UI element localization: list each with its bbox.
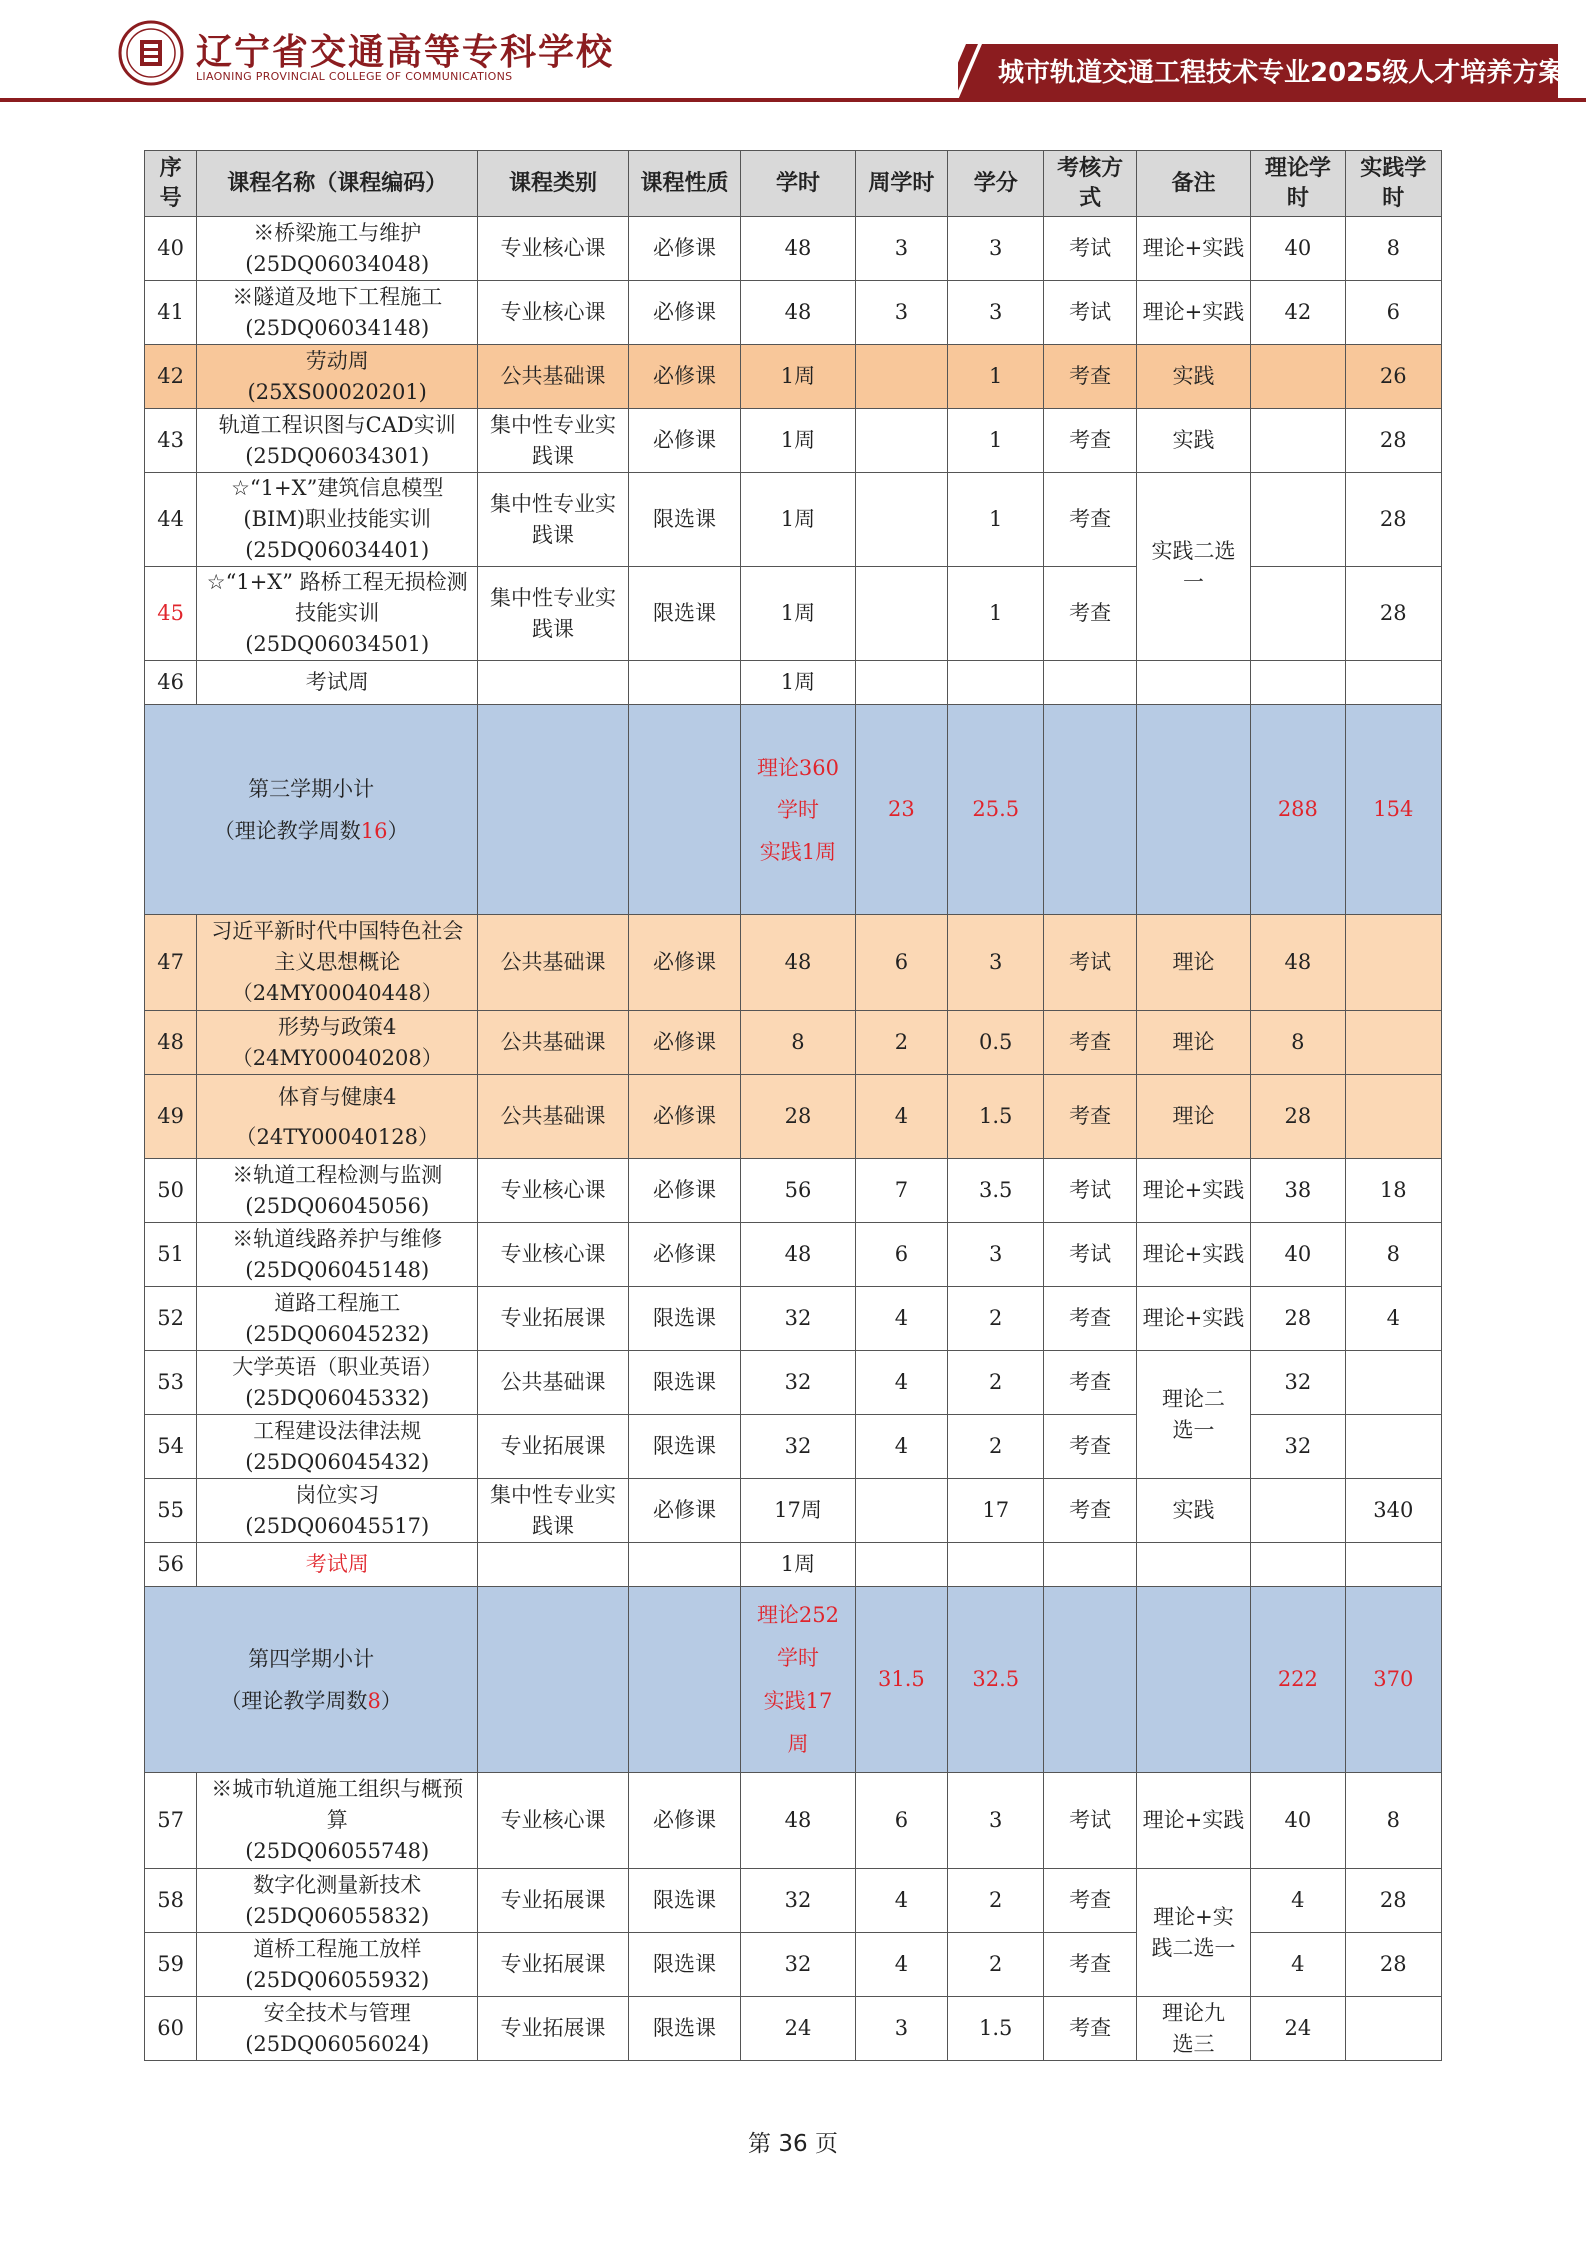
practice-hours: 4 [1345, 1287, 1441, 1351]
course-category: 专业拓展课 [478, 1287, 629, 1351]
course-category: 集中性专业实践课 [478, 1479, 629, 1543]
course-name: 道路工程施工 (25DQ06045232) [197, 1287, 478, 1351]
course-nature: 限选课 [628, 567, 740, 661]
course-hours: 56 [741, 1159, 855, 1223]
remark: 实践二选一 [1136, 473, 1250, 661]
practice-hours: 8 [1345, 1773, 1441, 1869]
weekly-hours: 3 [855, 217, 947, 281]
exam-type: 考试 [1044, 1223, 1136, 1287]
course-hours: 48 [741, 1773, 855, 1869]
row-number: 51 [145, 1223, 197, 1287]
practice-hours: 6 [1345, 281, 1441, 345]
remark: 理论九选三 [1136, 1997, 1250, 2061]
theory-hours [1251, 1479, 1345, 1543]
col-header: 考核方式 [1044, 151, 1136, 217]
weekly-hours: 4 [855, 1933, 947, 1997]
course-nature: 限选课 [628, 1287, 740, 1351]
theory-hours: 4 [1251, 1869, 1345, 1933]
row-number: 44 [145, 473, 197, 567]
credits: 1 [948, 473, 1044, 567]
credits: 3 [948, 1773, 1044, 1869]
subtotal-practice: 154 [1345, 705, 1441, 915]
row-number: 40 [145, 217, 197, 281]
col-header: 理论学时 [1251, 151, 1345, 217]
document-title: 城市轨道交通工程技术专业2025级人才培养方案 [998, 58, 1565, 88]
exam-type: 考查 [1044, 473, 1136, 567]
exam-type: 考查 [1044, 567, 1136, 661]
course-name: ☆“1+X” 路桥工程无损检测技能实训 (25DQ06034501) [197, 567, 478, 661]
practice-hours [1345, 1075, 1441, 1159]
remark: 理论+实践 [1136, 217, 1250, 281]
table-row [145, 1011, 1442, 1075]
course-name: 形势与政策4 （24MY00040208） [197, 1011, 478, 1075]
exam-type: 考查 [1044, 1011, 1136, 1075]
table-row [145, 1479, 1442, 1543]
table-row [145, 915, 1442, 1011]
practice-hours [1345, 1011, 1441, 1075]
theory-hours: 4 [1251, 1933, 1345, 1997]
credits: 0.5 [948, 1011, 1044, 1075]
course-name: 大学英语（职业英语） (25DQ06045332) [197, 1351, 478, 1415]
row-number: 45 [145, 567, 197, 661]
weekly-hours: 7 [855, 1159, 947, 1223]
page-prefix: 第 [748, 2131, 779, 2157]
remark: 理论+实践 [1136, 1773, 1250, 1869]
exam-type: 考试 [1044, 1159, 1136, 1223]
course-name: 安全技术与管理 (25DQ06056024) [197, 1997, 478, 2061]
exam-type: 考查 [1044, 1351, 1136, 1415]
col-header: 实践学时 [1345, 151, 1441, 217]
practice-hours [1345, 1997, 1441, 2061]
col-header: 课程类别 [478, 151, 629, 217]
practice-hours [1345, 915, 1441, 1011]
school-seal-icon [118, 20, 184, 86]
weekly-hours [855, 1479, 947, 1543]
subtotal-weekly-hours: 23 [855, 705, 947, 915]
course-hours: 48 [741, 281, 855, 345]
practice-hours: 340 [1345, 1479, 1441, 1543]
semester-subtotal-row [145, 1587, 1442, 1773]
course-category: 集中性专业实践课 [478, 473, 629, 567]
course-name: 习近平新时代中国特色社会主义思想概论 （24MY00040448） [197, 915, 478, 1011]
table-row [145, 217, 1442, 281]
course-nature: 限选课 [628, 1351, 740, 1415]
table-row [145, 661, 1442, 705]
school-name: 辽宁省交通高等专科学校 [196, 31, 615, 73]
course-category: 集中性专业实践课 [478, 567, 629, 661]
course-name: ※城市轨道施工组织与概预算 (25DQ06055748) [197, 1773, 478, 1869]
course-nature: 必修课 [628, 1075, 740, 1159]
header-divider [0, 98, 1586, 102]
remark: 理论 [1136, 915, 1250, 1011]
row-number: 59 [145, 1933, 197, 1997]
course-category: 公共基础课 [478, 1011, 629, 1075]
weekly-hours: 6 [855, 915, 947, 1011]
table-row [145, 345, 1442, 409]
course-name: 工程建设法律法规 (25DQ06045432) [197, 1415, 478, 1479]
exam-type: 考查 [1044, 409, 1136, 473]
credits: 1 [948, 345, 1044, 409]
course-nature: 限选课 [628, 1997, 740, 2061]
theory-hours: 42 [1251, 281, 1345, 345]
row-number: 48 [145, 1011, 197, 1075]
table-row [145, 281, 1442, 345]
exam-type: 考查 [1044, 345, 1136, 409]
table-row [145, 1543, 1442, 1587]
course-nature: 必修课 [628, 217, 740, 281]
semester-subtotal-row [145, 705, 1442, 915]
weekly-hours: 4 [855, 1415, 947, 1479]
practice-hours [1345, 1415, 1441, 1479]
theory-hours [1251, 345, 1345, 409]
subtotal-label: 第三学期小计 （理论教学周数16） [145, 705, 478, 915]
theory-hours: 48 [1251, 915, 1345, 1011]
remark: 理论+实践 [1136, 1159, 1250, 1223]
page-number: 36 [778, 2131, 808, 2157]
row-number: 58 [145, 1869, 197, 1933]
course-nature: 必修课 [628, 1479, 740, 1543]
theory-hours: 40 [1251, 1223, 1345, 1287]
course-hours: 24 [741, 1997, 855, 2061]
course-category: 专业核心课 [478, 1773, 629, 1869]
remark: 实践 [1136, 1479, 1250, 1543]
exam-type: 考查 [1044, 1869, 1136, 1933]
course-category: 公共基础课 [478, 345, 629, 409]
course-hours: 1周 [741, 567, 855, 661]
exam-type: 考试 [1044, 217, 1136, 281]
course-hours: 32 [741, 1351, 855, 1415]
course-nature: 必修课 [628, 345, 740, 409]
course-category: 专业拓展课 [478, 1933, 629, 1997]
course-category: 专业核心课 [478, 281, 629, 345]
row-number: 50 [145, 1159, 197, 1223]
weekly-hours: 3 [855, 1997, 947, 2061]
theory-hours: 28 [1251, 1075, 1345, 1159]
course-hours: 48 [741, 1223, 855, 1287]
col-header: 学分 [948, 151, 1044, 217]
col-header: 序号 [145, 151, 197, 217]
col-header: 周学时 [855, 151, 947, 217]
exam-type: 考查 [1044, 1997, 1136, 2061]
remark: 理论+实践 [1136, 1223, 1250, 1287]
course-hours: 32 [741, 1415, 855, 1479]
theory-hours: 8 [1251, 1011, 1345, 1075]
table-row [145, 1223, 1442, 1287]
subtotal-hours: 理论360 学时 实践1周 [741, 705, 855, 915]
practice-hours: 28 [1345, 409, 1441, 473]
theory-hours: 40 [1251, 217, 1345, 281]
course-nature: 必修课 [628, 409, 740, 473]
course-nature: 必修课 [628, 1223, 740, 1287]
practice-hours: 28 [1345, 1869, 1441, 1933]
weekly-hours: 4 [855, 1869, 947, 1933]
course-name: 考试周 [197, 661, 478, 705]
course-name: 岗位实习 (25DQ06045517) [197, 1479, 478, 1543]
practice-hours [1345, 1351, 1441, 1415]
course-hours: 48 [741, 217, 855, 281]
theory-hours: 24 [1251, 1997, 1345, 2061]
theory-hours [1251, 409, 1345, 473]
table-header-row [145, 151, 1442, 217]
row-number: 60 [145, 1997, 197, 2061]
weekly-hours [855, 567, 947, 661]
row-number: 57 [145, 1773, 197, 1869]
row-number: 43 [145, 409, 197, 473]
subtotal-credits: 25.5 [948, 705, 1044, 915]
practice-hours: 8 [1345, 217, 1441, 281]
exam-type: 考查 [1044, 1287, 1136, 1351]
weekly-hours [855, 345, 947, 409]
row-number: 53 [145, 1351, 197, 1415]
subtotal-credits: 32.5 [948, 1587, 1044, 1773]
course-hours: 1周 [741, 473, 855, 567]
subtotal-theory: 288 [1251, 705, 1345, 915]
course-hours: 48 [741, 915, 855, 1011]
course-name: 体育与健康4 （24TY00040128） [197, 1075, 478, 1159]
credits: 2 [948, 1287, 1044, 1351]
theory-hours [1251, 567, 1345, 661]
course-category: 专业核心课 [478, 1223, 629, 1287]
table-row [145, 1287, 1442, 1351]
course-hours: 1周 [741, 1543, 855, 1587]
school-name-en: LIAONING PROVINCIAL COLLEGE OF COMMUNICATIONS [196, 70, 513, 83]
course-hours: 32 [741, 1287, 855, 1351]
theory-hours: 28 [1251, 1287, 1345, 1351]
course-nature: 必修课 [628, 281, 740, 345]
page-header [0, 0, 1586, 104]
credits: 2 [948, 1869, 1044, 1933]
course-name: ※轨道线路养护与维修 (25DQ06045148) [197, 1223, 478, 1287]
weekly-hours [855, 409, 947, 473]
weekly-hours: 4 [855, 1075, 947, 1159]
course-nature: 必修课 [628, 915, 740, 1011]
weekly-hours: 2 [855, 1011, 947, 1075]
table-row [145, 1773, 1442, 1869]
course-name: ※轨道工程检测与监测 (25DQ06045056) [197, 1159, 478, 1223]
theory-hours: 32 [1251, 1351, 1345, 1415]
practice-hours: 28 [1345, 473, 1441, 567]
row-number: 55 [145, 1479, 197, 1543]
theory-hours: 40 [1251, 1773, 1345, 1869]
course-name: 劳动周 (25XS00020201) [197, 345, 478, 409]
credits: 1.5 [948, 1997, 1044, 2061]
course-table [144, 150, 1442, 2061]
subtotal-label: 第四学期小计 （理论教学周数8） [145, 1587, 478, 1773]
course-name: ※隧道及地下工程施工 (25DQ06034148) [197, 281, 478, 345]
weekly-hours: 3 [855, 281, 947, 345]
col-header: 备注 [1136, 151, 1250, 217]
weekly-hours: 4 [855, 1287, 947, 1351]
exam-type: 考试 [1044, 1773, 1136, 1869]
table-row [145, 473, 1442, 567]
credits: 3 [948, 217, 1044, 281]
course-category: 专业核心课 [478, 1159, 629, 1223]
remark: 实践 [1136, 345, 1250, 409]
credits: 3 [948, 281, 1044, 345]
row-number: 52 [145, 1287, 197, 1351]
practice-hours: 18 [1345, 1159, 1441, 1223]
exam-type: 考试 [1044, 915, 1136, 1011]
credits: 2 [948, 1351, 1044, 1415]
course-hours: 28 [741, 1075, 855, 1159]
subtotal-hours: 理论252 学时 实践17 周 [741, 1587, 855, 1773]
practice-hours: 8 [1345, 1223, 1441, 1287]
credits: 2 [948, 1933, 1044, 1997]
course-name: 道桥工程施工放样 (25DQ06055932) [197, 1933, 478, 1997]
exam-type: 考查 [1044, 1479, 1136, 1543]
credits: 3.5 [948, 1159, 1044, 1223]
table-row [145, 1997, 1442, 2061]
course-name: ☆“1+X”建筑信息模型(BIM)职业技能实训 (25DQ06034401) [197, 473, 478, 567]
row-number: 47 [145, 915, 197, 1011]
weekly-hours [855, 473, 947, 567]
course-nature: 必修课 [628, 1011, 740, 1075]
row-number: 46 [145, 661, 197, 705]
row-number: 56 [145, 1543, 197, 1587]
table-row [145, 1869, 1442, 1933]
course-hours: 1周 [741, 409, 855, 473]
col-header: 课程性质 [628, 151, 740, 217]
course-name: ※桥梁施工与维护 (25DQ06034048) [197, 217, 478, 281]
table-row [145, 1159, 1442, 1223]
course-name: 轨道工程识图与CAD实训 (25DQ06034301) [197, 409, 478, 473]
course-category: 公共基础课 [478, 915, 629, 1011]
credits: 3 [948, 1223, 1044, 1287]
row-number: 41 [145, 281, 197, 345]
course-category: 公共基础课 [478, 1351, 629, 1415]
course-nature: 限选课 [628, 1415, 740, 1479]
credits: 3 [948, 915, 1044, 1011]
practice-hours: 26 [1345, 345, 1441, 409]
table-row [145, 409, 1442, 473]
course-category: 专业拓展课 [478, 1997, 629, 2061]
course-hours: 32 [741, 1869, 855, 1933]
theory-hours: 32 [1251, 1415, 1345, 1479]
course-category: 专业拓展课 [478, 1415, 629, 1479]
remark: 理论 [1136, 1011, 1250, 1075]
course-hours: 1周 [741, 661, 855, 705]
remark: 理论二选一 [1136, 1351, 1250, 1479]
course-hours: 32 [741, 1933, 855, 1997]
page-suffix: 页 [807, 2131, 838, 2157]
credits: 1 [948, 567, 1044, 661]
course-category: 专业核心课 [478, 217, 629, 281]
course-name: 数字化测量新技术 (25DQ06055832) [197, 1869, 478, 1933]
course-category: 公共基础课 [478, 1075, 629, 1159]
course-hours: 8 [741, 1011, 855, 1075]
col-header: 学时 [741, 151, 855, 217]
credits: 1 [948, 409, 1044, 473]
weekly-hours: 4 [855, 1351, 947, 1415]
row-number: 49 [145, 1075, 197, 1159]
remark: 理论+实践二选一 [1136, 1869, 1250, 1997]
exam-type: 考查 [1044, 1933, 1136, 1997]
course-hours: 17周 [741, 1479, 855, 1543]
remark: 理论+实践 [1136, 1287, 1250, 1351]
course-hours: 1周 [741, 345, 855, 409]
course-nature: 必修课 [628, 1773, 740, 1869]
subtotal-theory: 222 [1251, 1587, 1345, 1773]
subtotal-practice: 370 [1345, 1587, 1441, 1773]
weekly-hours: 6 [855, 1773, 947, 1869]
subtotal-weekly-hours: 31.5 [855, 1587, 947, 1773]
credits: 1.5 [948, 1075, 1044, 1159]
remark: 实践 [1136, 409, 1250, 473]
course-nature: 限选课 [628, 1933, 740, 1997]
course-nature: 必修课 [628, 1159, 740, 1223]
course-category: 专业拓展课 [478, 1869, 629, 1933]
table-row [145, 1075, 1442, 1159]
exam-type: 考试 [1044, 281, 1136, 345]
course-nature: 限选课 [628, 1869, 740, 1933]
row-number: 42 [145, 345, 197, 409]
credits: 2 [948, 1415, 1044, 1479]
remark: 理论 [1136, 1075, 1250, 1159]
table-row [145, 1351, 1442, 1415]
practice-hours: 28 [1345, 1933, 1441, 1997]
practice-hours: 28 [1345, 567, 1441, 661]
course-category: 集中性专业实践课 [478, 409, 629, 473]
weekly-hours: 6 [855, 1223, 947, 1287]
exam-type: 考查 [1044, 1075, 1136, 1159]
course-nature: 限选课 [628, 473, 740, 567]
page-footer [0, 2125, 1586, 2158]
col-header: 课程名称（课程编码） [197, 151, 478, 217]
remark: 理论+实践 [1136, 281, 1250, 345]
exam-type: 考查 [1044, 1415, 1136, 1479]
course-name: 考试周 [197, 1543, 478, 1587]
credits: 17 [948, 1479, 1044, 1543]
theory-hours [1251, 473, 1345, 567]
row-number: 54 [145, 1415, 197, 1479]
theory-hours: 38 [1251, 1159, 1345, 1223]
